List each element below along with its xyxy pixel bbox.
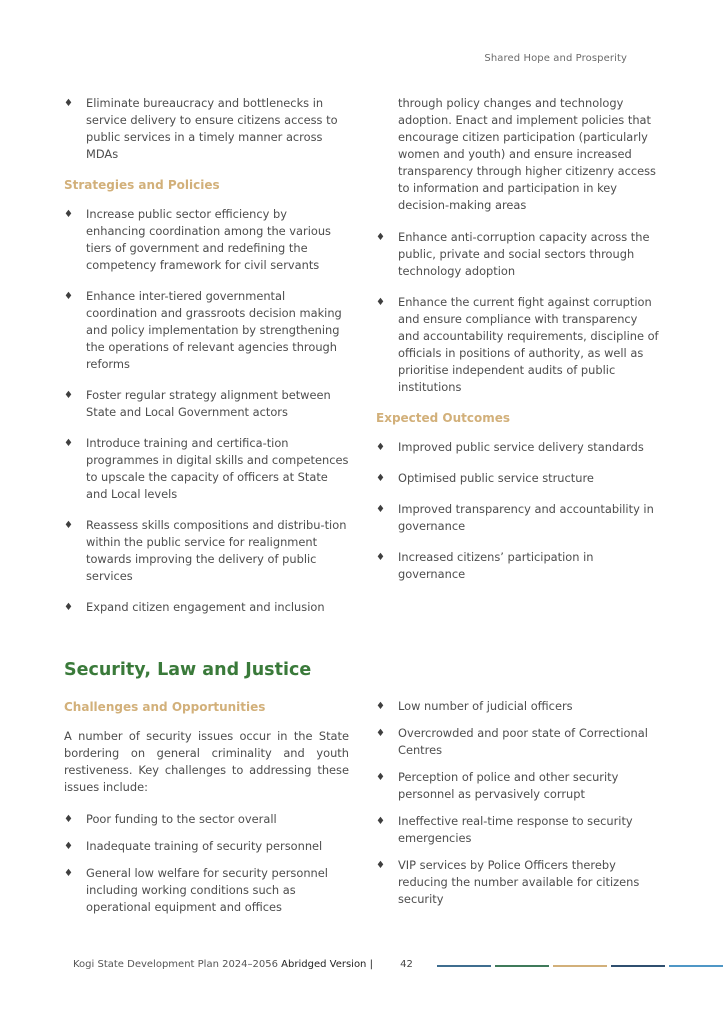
diamond-bullet-icon: ♦ <box>376 552 385 563</box>
list-item <box>376 229 661 280</box>
list-item <box>64 517 349 585</box>
right-column-top <box>376 95 661 583</box>
footer-color-bar <box>669 965 723 967</box>
diamond-bullet-icon: ♦ <box>376 701 385 712</box>
list-item <box>376 857 661 908</box>
list-item-text: Low number of judicial officers <box>398 699 573 713</box>
diamond-bullet-icon: ♦ <box>64 438 73 449</box>
list-item <box>64 599 349 616</box>
diamond-bullet-icon: ♦ <box>64 98 73 109</box>
strategies-heading: Strategies and Policies <box>64 178 220 192</box>
diamond-bullet-icon: ♦ <box>376 232 385 243</box>
diamond-bullet-icon: ♦ <box>376 442 385 453</box>
security-left-column <box>64 700 349 916</box>
list-item-text: Increase public sector efficiency by enhancing coordination among the various tiers of government and redefining the competency framework for civil servants <box>86 207 331 272</box>
intro-bullet-list <box>64 95 349 163</box>
list-item-text: Poor funding to the sector overall <box>86 812 277 826</box>
page-number: 42 <box>400 959 413 970</box>
security-right-column <box>376 698 661 908</box>
security-left-list <box>64 811 349 916</box>
security-intro-paragraph: A number of security issues occur in the State bordering on general criminality and youth restiveness. Key challenges to addressing these issues include: <box>64 729 349 794</box>
list-item-text: General low welfare for security personnel including working conditions such as operational equipment and offices <box>86 866 328 914</box>
left-column-top <box>64 95 349 616</box>
strategies-list <box>64 206 349 616</box>
diamond-bullet-icon: ♦ <box>64 520 73 531</box>
list-item-text: Introduce training and certifica-tion programmes in digital skills and competences to upscale the capacity of officers at State and Local levels <box>86 436 349 501</box>
list-item-text: Inadequate training of security personnel <box>86 839 323 853</box>
list-item <box>376 294 661 396</box>
diamond-bullet-icon: ♦ <box>64 209 73 220</box>
diamond-bullet-icon: ♦ <box>376 473 385 484</box>
list-item <box>64 811 349 828</box>
list-item <box>376 439 661 456</box>
list-item <box>376 813 661 847</box>
diamond-bullet-icon: ♦ <box>376 772 385 783</box>
diamond-bullet-icon: ♦ <box>64 841 73 852</box>
list-item <box>376 501 661 535</box>
list-item-text: Enhance inter-tiered governmental coordination and grassroots decision making and policy implementation by strengthening the operations of relevant agencies through reforms <box>86 289 342 371</box>
diamond-bullet-icon: ♦ <box>64 868 73 879</box>
continuation-text: through policy changes and technology adoption. Enact and implement policies that encourage citizen participation (particularly women and youth) and ensure increased transparency through higher citizenry access to information and participation in key decision-making areas <box>398 96 656 212</box>
diamond-bullet-icon: ♦ <box>64 814 73 825</box>
list-item-text: Expand citizen engagement and inclusion <box>86 600 325 614</box>
diamond-bullet-icon: ♦ <box>64 291 73 302</box>
footer-color-bar <box>437 965 491 967</box>
list-item-text: Ineffective real-time response to security emergencies <box>398 814 633 845</box>
list-item <box>64 838 349 855</box>
page-footer <box>73 959 413 970</box>
diamond-bullet-icon: ♦ <box>376 816 385 827</box>
section-title: Security, Law and Justice <box>64 660 312 680</box>
list-item <box>376 698 661 715</box>
list-item-text: Enhance anti-corruption capacity across the public, private and social sectors through technology adoption <box>398 230 650 278</box>
list-item-text: Eliminate bureaucracy and bottlenecks in service delivery to ensure citizens access to public services in a timely manner across MDAs <box>86 96 338 161</box>
footer-doc-title: Kogi State Development Plan 2024–2056 <box>73 959 278 970</box>
list-item <box>376 769 661 803</box>
footer-color-bar <box>611 965 665 967</box>
list-item <box>376 725 661 759</box>
list-item-text: Optimised public service structure <box>398 471 594 485</box>
list-item <box>64 288 349 373</box>
list-item <box>64 387 349 421</box>
diamond-bullet-icon: ♦ <box>64 390 73 401</box>
list-item <box>376 470 661 487</box>
outcomes-list <box>376 439 661 583</box>
list-item-text: Foster regular strategy alignment between State and Local Government actors <box>86 388 331 419</box>
diamond-bullet-icon: ♦ <box>376 860 385 871</box>
list-item <box>64 95 349 163</box>
diamond-bullet-icon: ♦ <box>64 602 73 613</box>
running-head: Shared Hope and Prosperity <box>484 53 627 64</box>
list-item-text: Increased citizens’ participation in governance <box>398 550 594 581</box>
list-item <box>64 206 349 274</box>
challenges-heading: Challenges and Opportunities <box>64 700 266 714</box>
list-item-text: Improved public service delivery standards <box>398 440 644 454</box>
list-item-text: Perception of police and other security personnel as pervasively corrupt <box>398 770 619 801</box>
diamond-bullet-icon: ♦ <box>376 297 385 308</box>
list-item-text: VIP services by Police Officers thereby reducing the number available for citizens security <box>398 858 640 906</box>
footer-version: Abridged Version | <box>281 959 373 970</box>
list-item-text: Reassess skills compositions and distribu-tion within the public service for realignment towards improving the delivery of public services <box>86 518 347 583</box>
diamond-bullet-icon: ♦ <box>376 728 385 739</box>
anti-corruption-list <box>376 229 661 396</box>
diamond-bullet-icon: ♦ <box>376 504 385 515</box>
list-item <box>376 549 661 583</box>
security-right-list <box>376 698 661 908</box>
list-item <box>64 435 349 503</box>
list-item-text: Improved transparency and accountability in governance <box>398 502 654 533</box>
list-item-text: Overcrowded and poor state of Correctional Centres <box>398 726 648 757</box>
footer-color-bar <box>495 965 549 967</box>
list-item <box>64 865 349 916</box>
footer-color-bar <box>553 965 607 967</box>
list-item-text: Enhance the current fight against corruption and ensure compliance with transparency and accountability requirements, discipline of officials in positions of authority, as well as prioritise independent audits of public institutions <box>398 295 659 394</box>
outcomes-heading: Expected Outcomes <box>376 411 511 425</box>
